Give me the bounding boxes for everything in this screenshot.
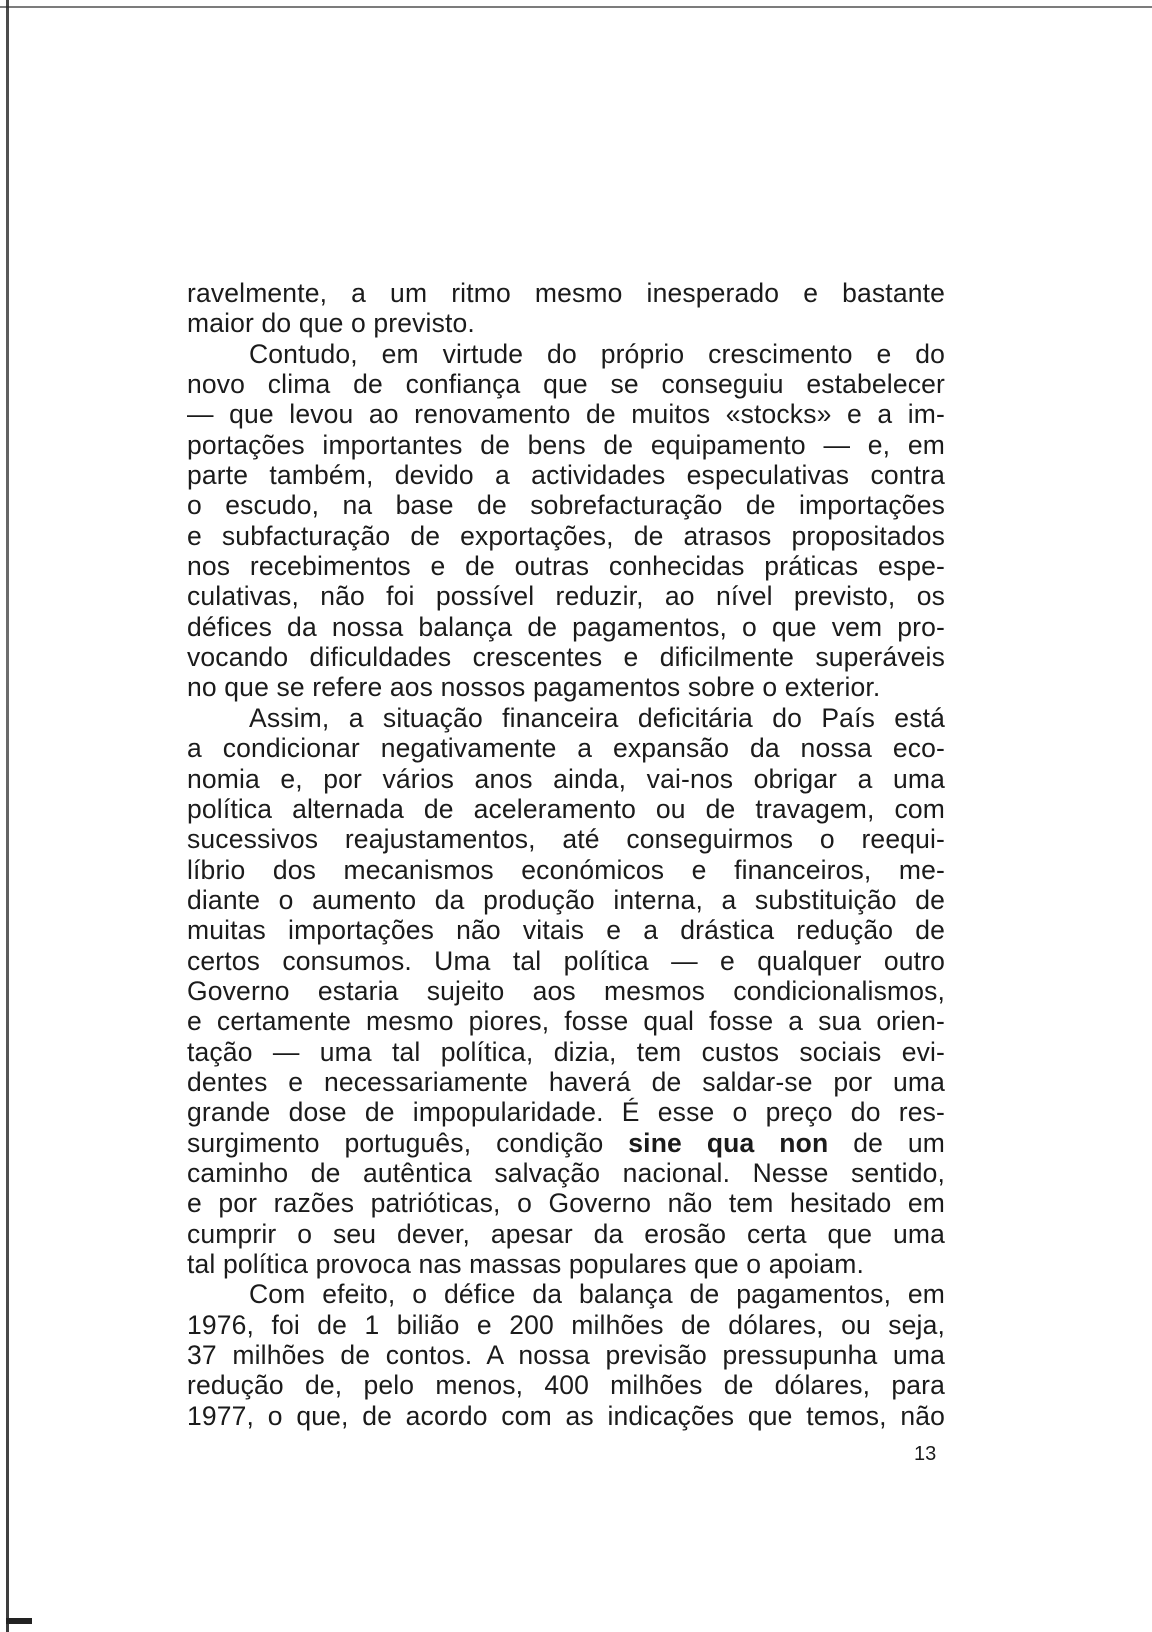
text-line: redução de, pelo menos, 400 milhões de dólares, para (187, 1370, 945, 1401)
text-line: Contudo, em virtude do próprio crescimento e do (249, 338, 945, 369)
text-line: maior do que o previsto. (187, 308, 475, 339)
text-line: muitas importações não vitais e a drástica redução de (187, 915, 945, 946)
text-line: défices da nossa balança de pagamentos, o que vem pro- (187, 611, 945, 642)
text-line: ravelmente, a um ritmo mesmo inesperado e bastante (187, 278, 945, 308)
text-line: no que se refere aos nossos pagamentos sobre o exterior. (187, 672, 881, 703)
text-line: parte também, devido a actividades especulativas contra (187, 460, 945, 491)
text-line: Governo estaria sujeito aos mesmos condicionalismos, (187, 975, 945, 1006)
bold-phrase: sine qua non (628, 1127, 829, 1158)
text-line: cumprir o seu dever, apesar da erosão certa que uma (187, 1218, 945, 1249)
text-line: 1977, o que, de acordo com as indicações que temos, não (187, 1400, 945, 1431)
text-line: sucessivos reajustamentos, até conseguirmos o reequi- (187, 824, 945, 855)
body-text (187, 278, 945, 1431)
text-line: tal política provoca nas massas populares que o apoiam. (187, 1249, 865, 1279)
text-line: 1976, foi de 1 bilião e 200 milhões de dólares, ou seja, (187, 1309, 945, 1340)
text-line: 37 milhões de contos. A nossa previsão pressupunha uma (187, 1340, 945, 1371)
text-line: novo clima de confiança que se conseguiu estabelecer (187, 369, 945, 400)
text-line: grande dose de impopularidade. É esse o preço do res- (187, 1097, 945, 1128)
page-number: 13 (914, 1443, 937, 1465)
text-line: a condicionar negativamente a expansão da nossa eco- (187, 733, 945, 764)
text-line (187, 1128, 945, 1158)
text-line: e subfacturação de exportações, de atrasos propositados (187, 520, 945, 551)
text-line: tação — uma tal política, dizia, tem custos sociais evi- (187, 1036, 945, 1067)
scan-corner-mark (6, 1618, 32, 1624)
text-line: dentes e necessariamente haverá de saldar-se por uma (187, 1066, 945, 1097)
text-line: Com efeito, o défice da balança de pagamentos, em (249, 1279, 945, 1310)
text-line: vocando dificuldades crescentes e dificilmente superáveis (187, 642, 945, 673)
text-line: líbrio dos mecanismos económicos e financeiros, me- (187, 854, 945, 885)
text-line: Assim, a situação financeira deficitária do País está (249, 702, 945, 733)
text-segment: de um (828, 1127, 945, 1158)
text-line: diante o aumento da produção interna, a substituição de (187, 884, 945, 915)
text-line: nomia e, por vários anos ainda, vai-nos obrigar a uma (187, 763, 945, 794)
text-line: culativas, não foi possível reduzir, ao nível previsto, os (187, 581, 945, 612)
text-line: — que levou ao renovamento de muitos «stocks» e a im- (187, 399, 945, 430)
text-line: política alternada de aceleramento ou de travagem, com (187, 793, 945, 824)
text-line: portações importantes de bens de equipamento — e, em (187, 429, 945, 460)
scan-edge-left (6, 0, 9, 1632)
text-line: e certamente mesmo piores, fosse qual fosse a sua orien- (187, 1006, 945, 1037)
text-segment: surgimento português, condição (187, 1127, 629, 1158)
text-line: nos recebimentos e de outras conhecidas práticas espe- (187, 551, 945, 582)
text-line: certos consumos. Uma tal política — e qualquer outro (187, 945, 945, 976)
text-line: o escudo, na base de sobrefacturação de importações (187, 490, 945, 521)
scan-edge-top (0, 6, 1152, 8)
text-line: e por razões patrióticas, o Governo não tem hesitado em (187, 1188, 945, 1219)
text-line: caminho de autêntica salvação nacional. Nesse sentido, (187, 1157, 945, 1188)
